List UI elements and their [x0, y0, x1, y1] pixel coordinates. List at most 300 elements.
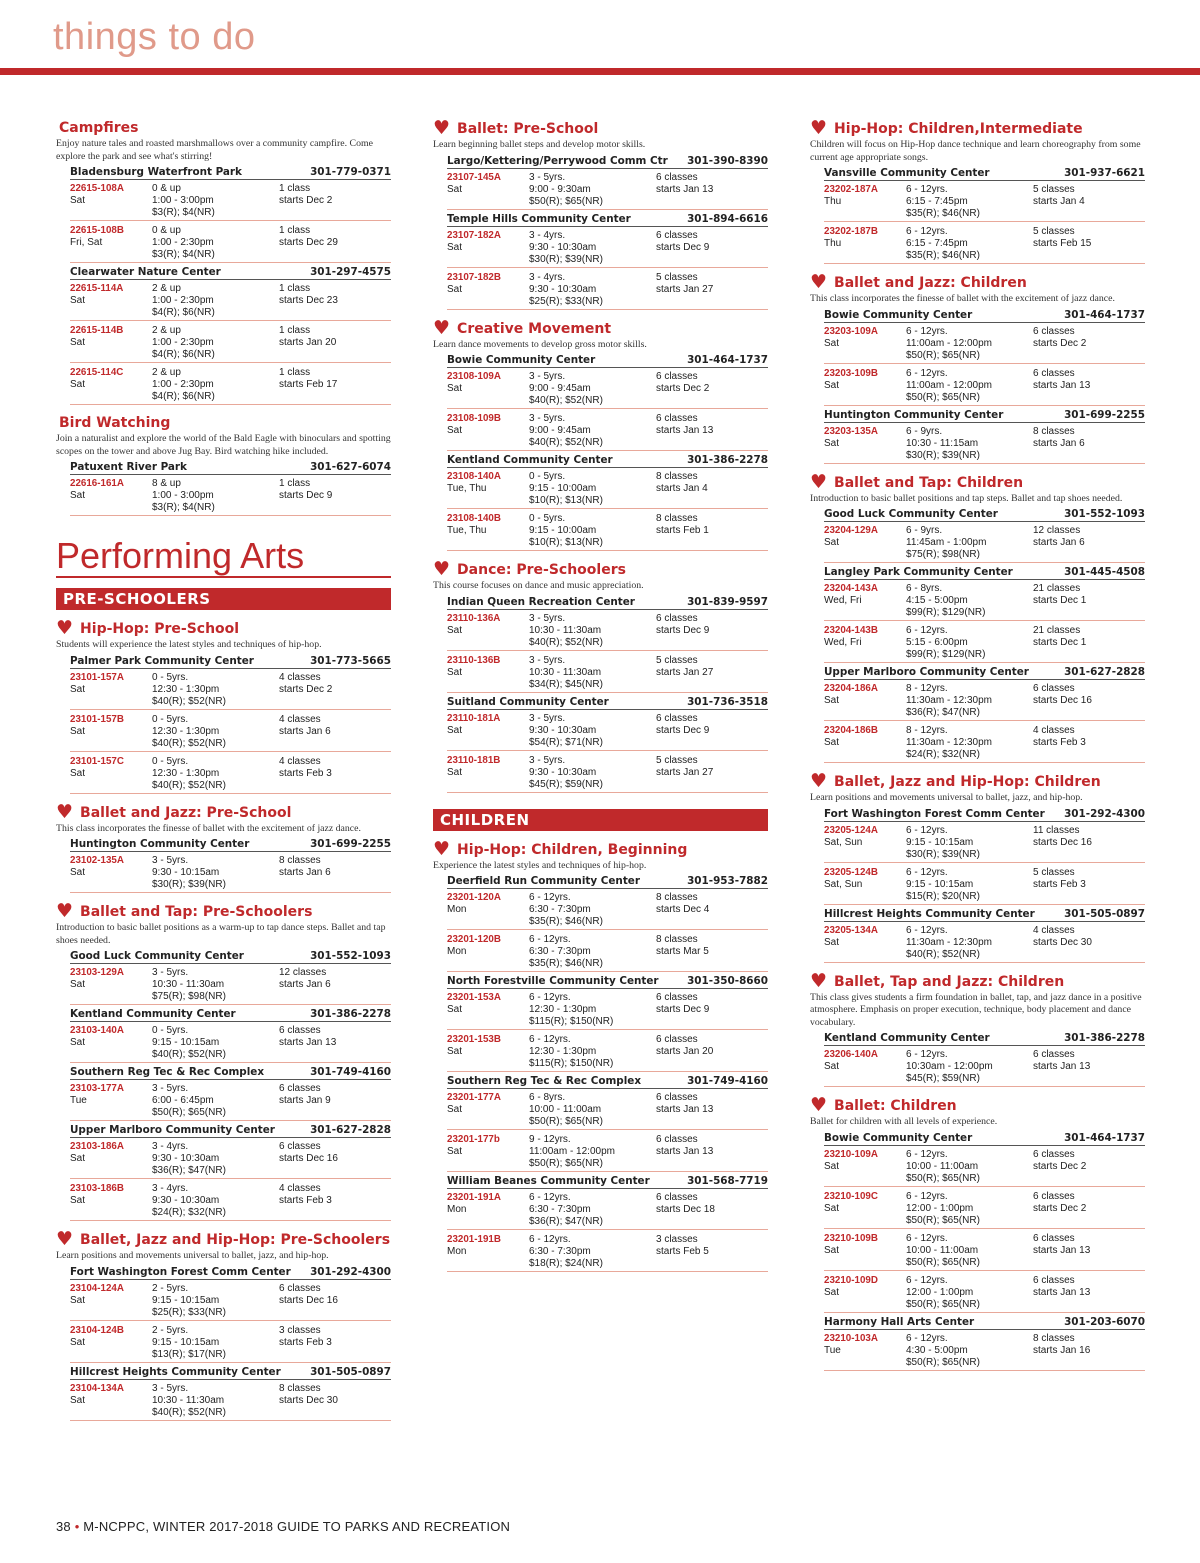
heart-icon: ♥ — [810, 473, 828, 492]
class-row — [70, 364, 391, 405]
location-phone: 301-749-4160 — [687, 1075, 768, 1087]
course-days: Sat — [447, 183, 463, 195]
activity-title — [56, 804, 391, 822]
course-time: 1:00 - 3:00pm — [152, 195, 214, 206]
location-name: Fort Washington Forest Comm Center — [824, 807, 1045, 820]
course-classes: 6 classes — [279, 1282, 321, 1294]
activity-name: Ballet: Pre-School — [457, 121, 599, 137]
course-days: Sat — [70, 683, 86, 695]
course-code: 23201-191A — [447, 1192, 501, 1203]
course-code: 23110-136A — [447, 612, 501, 624]
course-age: 6 - 12yrs. — [906, 184, 948, 195]
course-code: 23110-181B — [447, 754, 501, 766]
course-start: starts Dec 4 — [656, 904, 710, 915]
location-phone: 301-386-2278 — [687, 454, 768, 466]
class-row — [447, 610, 768, 651]
course-classes: 8 classes — [279, 1382, 321, 1394]
location-phone: 301-350-8660 — [687, 975, 768, 987]
course-days: Sat — [447, 383, 463, 394]
course-days: Sat — [70, 1153, 86, 1164]
course-time: 10:30 - 11:15am — [906, 437, 979, 449]
course-start: starts Jan 13 — [1033, 1061, 1091, 1072]
activity-title — [810, 973, 1145, 991]
location-name: Upper Marlboro Community Center — [70, 1124, 275, 1136]
course-code: 23101-157B — [70, 713, 124, 725]
course-days: Tue, Thu — [447, 525, 487, 536]
location-name: William Beanes Community Center — [447, 1175, 650, 1187]
course-start: starts Dec 29 — [279, 237, 338, 248]
course-fee: $40(R); $52(NR) — [152, 1049, 226, 1060]
class-row — [70, 1022, 391, 1063]
course-start: starts Jan 13 — [656, 425, 714, 436]
course-time: 6:30 - 7:30pm — [529, 904, 591, 915]
course-fee: $50(R); $65(NR) — [529, 1116, 603, 1127]
course-code: 23104-124A — [70, 1282, 124, 1294]
activity-title — [56, 1231, 391, 1249]
course-classes: 1 class — [279, 478, 311, 489]
course-age: 0 & up — [152, 183, 181, 194]
activity-title — [810, 773, 1145, 791]
course-code: 23110-136B — [447, 654, 501, 666]
course-days: Sat, Sun — [824, 878, 863, 890]
course-start: starts Dec 16 — [1033, 695, 1092, 706]
location-phone: 301-464-1737 — [1064, 1131, 1145, 1144]
course-time: 10:30 - 11:30am — [152, 979, 225, 990]
class-row — [447, 989, 768, 1030]
course-age: 6 - 12yrs. — [529, 992, 571, 1003]
course-classes: 3 classes — [656, 1234, 698, 1245]
course-fee: $13(R); $17(NR) — [152, 1348, 226, 1360]
course-fee: $45(R); $59(NR) — [906, 1073, 980, 1084]
course-start: starts Jan 27 — [656, 666, 714, 678]
course-code: 23202-187A — [824, 184, 878, 195]
course-start: starts Jan 13 — [656, 1146, 714, 1157]
course-fee: $40(R); $52(NR) — [906, 948, 980, 960]
course-time: 9:30 - 10:30am — [529, 766, 597, 778]
course-classes: 4 classes — [1033, 924, 1075, 936]
course-days: Sat — [824, 737, 840, 748]
course-start: starts Dec 18 — [656, 1204, 715, 1215]
course-code: 23107-182A — [447, 229, 501, 241]
heart-icon: ♥ — [810, 972, 828, 991]
class-row — [447, 227, 768, 268]
footer-text: M-NCPPC, WINTER 2017-2018 GUIDE TO PARKS AND RECREATION — [83, 1519, 511, 1534]
course-start: starts Feb 17 — [279, 379, 338, 390]
class-row — [824, 223, 1145, 264]
course-fee: $24(R); $32(NR) — [152, 1207, 226, 1218]
course-classes: 6 classes — [279, 1083, 321, 1094]
activity-description: Learn positions and movements universal to ballet, jazz, and hip-hop. — [810, 792, 1083, 803]
activity-description: Experience the latest styles and techniques of hip-hop. — [433, 859, 647, 871]
course-fee: $3(R); $4(NR) — [152, 207, 215, 218]
location-header — [447, 1174, 768, 1189]
course-age: 6 - 12yrs. — [906, 1274, 948, 1286]
course-code: 23107-145A — [447, 171, 501, 183]
course-classes: 6 classes — [1033, 1274, 1075, 1286]
course-days: Sat — [70, 295, 86, 306]
course-start: starts Jan 13 — [656, 183, 714, 195]
course-start: starts Jan 16 — [1033, 1344, 1091, 1356]
course-fee: $40(R); $52(NR) — [152, 695, 226, 707]
course-days: Mon — [447, 946, 467, 957]
class-row — [70, 669, 391, 710]
activity-title — [433, 561, 768, 579]
column-right — [810, 110, 1145, 1372]
course-classes: 6 classes — [656, 413, 698, 424]
course-age: 6 - 12yrs. — [529, 892, 571, 903]
page-title: things to do — [53, 16, 256, 58]
location-name: Southern Reg Tec & Rec Complex — [70, 1066, 265, 1078]
activity-description: Students will experience the latest styles and techniques of hip-hop. — [56, 639, 322, 650]
course-start: starts Feb 15 — [1033, 238, 1092, 249]
course-time: 11:30am - 12:30pm — [906, 737, 992, 748]
location-name: Harmony Hall Arts Center — [824, 1315, 975, 1328]
course-age: 3 - 5yrs. — [529, 612, 566, 624]
location-header — [70, 1123, 391, 1138]
course-classes: 5 classes — [656, 271, 698, 283]
course-age: 6 - 9yrs. — [906, 525, 943, 536]
course-fee: $40(R); $52(NR) — [152, 779, 226, 791]
course-time: 1:00 - 2:30pm — [152, 379, 214, 390]
course-classes: 5 classes — [1033, 184, 1075, 195]
class-row — [824, 1272, 1145, 1313]
course-start: starts Dec 2 — [1033, 1202, 1087, 1214]
course-start: starts Dec 9 — [656, 1004, 710, 1015]
course-code: 23103-129A — [70, 967, 124, 978]
course-days: Sat — [447, 724, 463, 736]
course-code: 23103-140A — [70, 1025, 124, 1036]
course-time: 1:00 - 2:30pm — [152, 295, 214, 306]
course-classes: 12 classes — [279, 967, 327, 978]
course-code: 23110-181A — [447, 712, 501, 724]
course-classes: 6 classes — [656, 1192, 698, 1203]
course-code: 23101-157C — [70, 755, 124, 767]
heart-icon: ♥ — [56, 1231, 74, 1249]
course-fee: $50(R); $65(NR) — [906, 1214, 980, 1226]
activity-description: Learn dance movements to develop gross motor skills. — [433, 338, 647, 350]
course-fee: $3(R); $4(NR) — [152, 249, 215, 260]
course-fee: $30(R); $39(NR) — [906, 449, 980, 461]
course-time: 12:30 - 1:30pm — [152, 767, 220, 779]
course-days: Thu — [824, 238, 842, 249]
class-row — [824, 1146, 1145, 1187]
course-classes: 1 class — [279, 325, 311, 336]
course-start: starts Dec 30 — [1033, 936, 1092, 948]
activity-description: This course focuses on dance and music appreciation. — [433, 580, 644, 591]
course-age: 2 & up — [152, 283, 181, 294]
course-code: 23204-143A — [824, 583, 878, 594]
course-time: 12:00 - 1:00pm — [906, 1286, 974, 1298]
class-row — [447, 752, 768, 793]
course-age: 8 & up — [152, 478, 181, 489]
page-number: 38 — [56, 1519, 71, 1534]
course-time: 6:15 - 7:45pm — [906, 196, 968, 207]
course-age: 3 - 5yrs. — [529, 171, 566, 183]
class-row — [70, 753, 391, 794]
course-classes: 6 classes — [656, 229, 698, 241]
course-classes: 6 classes — [279, 1025, 321, 1036]
course-classes: 4 classes — [279, 1183, 321, 1194]
class-row — [824, 1046, 1145, 1087]
course-fee: $36(R); $47(NR) — [906, 707, 980, 718]
course-fee: $115(R); $150(NR) — [529, 1058, 614, 1069]
activity-name: Creative Movement — [457, 320, 612, 337]
course-code: 23210-109B — [824, 1232, 878, 1244]
course-days: Sat — [447, 1104, 463, 1115]
course-classes: 8 classes — [1033, 425, 1075, 437]
page-footer — [56, 1519, 510, 1534]
course-start: starts Dec 9 — [656, 624, 710, 636]
location-header — [824, 1315, 1145, 1330]
location-header — [447, 353, 768, 368]
heart-icon: ♥ — [810, 274, 828, 292]
course-fee: $36(R); $47(NR) — [152, 1165, 226, 1176]
page-header — [0, 0, 1200, 76]
location-header — [70, 1007, 391, 1022]
activity-title — [810, 274, 1145, 292]
course-code: 23201-177b — [447, 1134, 500, 1145]
course-time: 12:30 - 1:30pm — [152, 683, 220, 695]
location-phone: 301-773-5665 — [310, 654, 391, 667]
location-phone: 301-627-6074 — [310, 461, 391, 473]
activity-name: Hip-Hop: Children, Beginning — [457, 841, 688, 858]
course-age: 8 - 12yrs. — [906, 683, 948, 694]
course-time: 12:30 - 1:30pm — [529, 1004, 597, 1015]
heart-icon: ♥ — [433, 561, 451, 579]
course-days: Wed, Fri — [824, 595, 862, 606]
course-start: starts Jan 13 — [279, 1037, 337, 1048]
course-age: 2 - 5yrs. — [152, 1324, 189, 1336]
course-time: 11:00am - 12:00pm — [529, 1146, 615, 1157]
course-days: Sat — [447, 1004, 463, 1015]
course-time: 1:00 - 2:30pm — [152, 337, 214, 348]
course-start: starts Feb 3 — [1033, 878, 1086, 890]
course-code: 23103-186A — [70, 1141, 124, 1152]
course-code: 23201-120A — [447, 892, 501, 903]
location-phone: 301-552-1093 — [310, 950, 391, 962]
course-time: 9:30 - 10:30am — [529, 724, 597, 736]
class-row — [824, 365, 1145, 406]
class-row — [824, 1188, 1145, 1229]
class-row — [447, 652, 768, 693]
course-days: Sat — [447, 1146, 463, 1157]
course-start: starts Dec 9 — [656, 724, 710, 736]
activity-title — [56, 415, 391, 432]
class-row — [70, 222, 391, 263]
class-row — [70, 180, 391, 221]
course-days: Sat — [824, 437, 840, 449]
activity-description: Join a naturalist and explore the world of the Bald Eagle with binoculars and spotting scopes on the tower and above Jug Bay. Bird watching hike included. — [56, 433, 391, 457]
course-time: 10:30am - 12:00pm — [906, 1061, 993, 1072]
course-code: 23205-134A — [824, 924, 878, 936]
course-days: Wed, Fri — [824, 637, 862, 648]
class-row — [824, 580, 1145, 621]
course-code: 23203-109B — [824, 367, 878, 379]
course-time: 9:00 - 9:45am — [529, 383, 591, 394]
course-classes: 4 classes — [279, 713, 321, 725]
class-row — [824, 1330, 1145, 1371]
location-header — [70, 165, 391, 180]
activity-description: This class gives students a firm foundation in ballet, tap, and jazz dance in a positive atmosphere. Emphasis on proper execution, technique, body placement and dance vocabulary. — [810, 991, 1142, 1028]
course-days: Sat — [70, 379, 86, 390]
course-time: 12:30 - 1:30pm — [152, 725, 220, 737]
course-classes: 5 classes — [656, 754, 698, 766]
location-phone: 301-839-9597 — [687, 595, 768, 608]
activity-title — [810, 1097, 1145, 1115]
class-row — [70, 322, 391, 363]
course-age: 0 - 5yrs. — [152, 671, 189, 683]
location-header — [70, 1265, 391, 1280]
location-header — [70, 1065, 391, 1080]
location-name: Deerfield Run Community Center — [447, 875, 640, 887]
heart-icon: ♥ — [810, 120, 828, 138]
section-title-performing-arts — [56, 536, 391, 578]
location-name: Patuxent River Park — [70, 461, 187, 473]
course-code: 23201-120B — [447, 934, 501, 945]
location-phone: 301-699-2255 — [1064, 408, 1145, 421]
course-fee: $50(R); $65(NR) — [152, 1107, 226, 1118]
activity-name: Ballet, Jazz and Hip-Hop: Children — [834, 774, 1101, 790]
course-age: 6 - 12yrs. — [529, 1192, 571, 1203]
course-time: 10:00 - 11:00am — [906, 1244, 979, 1256]
class-row — [824, 1230, 1145, 1271]
course-age: 0 & up — [152, 225, 181, 236]
course-fee: $34(R); $45(NR) — [529, 678, 603, 690]
course-days: Sat — [70, 979, 86, 990]
course-days: Sat — [447, 1046, 463, 1057]
location-header — [70, 1365, 391, 1380]
class-row — [824, 622, 1145, 663]
course-start: starts Dec 1 — [1033, 637, 1087, 648]
course-days: Sat — [824, 1202, 840, 1214]
course-age: 6 - 12yrs. — [529, 934, 571, 945]
course-fee: $50(R); $65(NR) — [529, 1158, 603, 1169]
activity-description: This class incorporates the finesse of ballet with the excitement of jazz dance. — [56, 822, 361, 834]
course-fee: $40(R); $52(NR) — [152, 737, 226, 749]
activity-name: Ballet and Tap: Pre-Schoolers — [80, 904, 313, 920]
col2-post-list — [433, 841, 768, 1273]
course-code: 23108-109B — [447, 413, 501, 424]
location-header — [824, 665, 1145, 680]
course-age: 6 - 8yrs. — [906, 583, 943, 594]
class-row — [824, 822, 1145, 863]
course-days: Sat — [70, 1195, 86, 1206]
course-code: 22615-114C — [70, 367, 124, 378]
course-time: 9:15 - 10:15am — [152, 1336, 220, 1348]
heart-icon: ♥ — [56, 620, 74, 638]
course-fee: $36(R); $47(NR) — [529, 1216, 603, 1227]
course-start: starts Jan 6 — [1033, 537, 1085, 548]
course-time: 10:30 - 11:30am — [152, 1394, 225, 1406]
course-days: Thu — [824, 196, 842, 207]
course-fee: $15(R); $20(NR) — [906, 890, 980, 902]
course-fee: $10(R); $13(NR) — [529, 495, 603, 506]
course-code: 23210-109C — [824, 1190, 878, 1202]
course-days: Sat — [447, 283, 463, 295]
class-row — [70, 1080, 391, 1121]
course-days: Sat — [824, 695, 840, 706]
location-name: Langley Park Community Center — [824, 566, 1013, 578]
location-name: Largo/Kettering/Perrywood Comm Ctr — [447, 154, 668, 167]
course-start: starts Jan 20 — [279, 337, 337, 348]
activity-description: Learn beginning ballet steps and develop motor skills. — [433, 139, 646, 150]
location-header — [447, 1074, 768, 1089]
course-code: 23108-140A — [447, 471, 501, 482]
heart-icon: ♥ — [433, 120, 451, 138]
course-code: 23205-124A — [824, 824, 878, 836]
course-start: starts Jan 13 — [1033, 1244, 1091, 1256]
course-age: 6 - 12yrs. — [906, 625, 948, 636]
location-phone: 301-779-0371 — [310, 166, 391, 178]
course-start: starts Jan 13 — [1033, 379, 1091, 391]
course-start: starts Dec 16 — [1033, 836, 1092, 848]
class-row — [447, 510, 768, 551]
course-start: starts Jan 4 — [656, 483, 708, 494]
location-header — [70, 265, 391, 280]
class-row — [447, 1031, 768, 1072]
course-fee: $4(R); $6(NR) — [152, 307, 215, 318]
course-code: 23201-153B — [447, 1034, 501, 1045]
activity-name: Ballet and Jazz: Pre-School — [80, 804, 292, 821]
course-time: 9:15 - 10:15am — [906, 836, 974, 848]
course-fee: $10(R); $13(NR) — [529, 537, 603, 548]
course-age: 0 - 5yrs. — [152, 713, 189, 725]
course-start: starts Jan 6 — [1033, 437, 1085, 449]
course-fee: $50(R); $65(NR) — [906, 349, 980, 361]
heart-icon: ♥ — [433, 319, 451, 338]
course-code: 23204-186A — [824, 683, 878, 694]
course-age: 3 - 5yrs. — [529, 754, 566, 766]
course-days: Sat — [70, 867, 86, 878]
class-row — [447, 889, 768, 930]
course-age: 6 - 12yrs. — [906, 924, 948, 936]
course-code: 23203-135A — [824, 425, 878, 437]
location-phone: 301-292-4300 — [1064, 807, 1145, 820]
course-code: 23210-109A — [824, 1148, 878, 1160]
course-classes: 12 classes — [1033, 525, 1081, 536]
course-fee: $45(R); $59(NR) — [529, 778, 603, 790]
bullet-icon: • — [74, 1519, 84, 1534]
course-classes: 6 classes — [656, 171, 698, 183]
class-row — [70, 475, 391, 516]
course-days: Sat — [824, 1244, 840, 1256]
location-phone: 301-937-6621 — [1064, 167, 1145, 179]
class-row — [824, 680, 1145, 721]
course-code: 22615-108A — [70, 183, 124, 194]
course-time: 9:30 - 10:30am — [152, 1195, 220, 1206]
location-phone: 301-736-3518 — [687, 695, 768, 708]
class-row — [447, 1189, 768, 1230]
course-start: starts Feb 1 — [656, 525, 709, 536]
course-days: Sat — [70, 725, 86, 737]
class-row — [824, 423, 1145, 464]
class-row — [447, 1231, 768, 1272]
performing-arts-label: Performing Arts — [56, 535, 305, 576]
activity-title — [433, 841, 768, 859]
course-fee: $18(R); $24(NR) — [529, 1258, 603, 1269]
course-fee: $25(R); $33(NR) — [529, 295, 603, 307]
course-time: 9:15 - 10:15am — [152, 1294, 220, 1306]
course-fee: $35(R); $46(NR) — [529, 916, 603, 927]
course-start: starts Jan 6 — [279, 725, 331, 737]
location-name: Huntington Community Center — [824, 408, 1004, 421]
activity-description: Enjoy nature tales and roasted marshmallows over a community campfire. Come explore the park and see what's stirring! — [56, 138, 373, 162]
location-name: Bowie Community Center — [824, 308, 973, 321]
course-start: starts Dec 9 — [279, 490, 333, 501]
course-fee: $40(R); $52(NR) — [529, 437, 603, 448]
course-fee: $99(R); $129(NR) — [906, 649, 986, 660]
course-time: 6:30 - 7:30pm — [529, 1204, 591, 1215]
